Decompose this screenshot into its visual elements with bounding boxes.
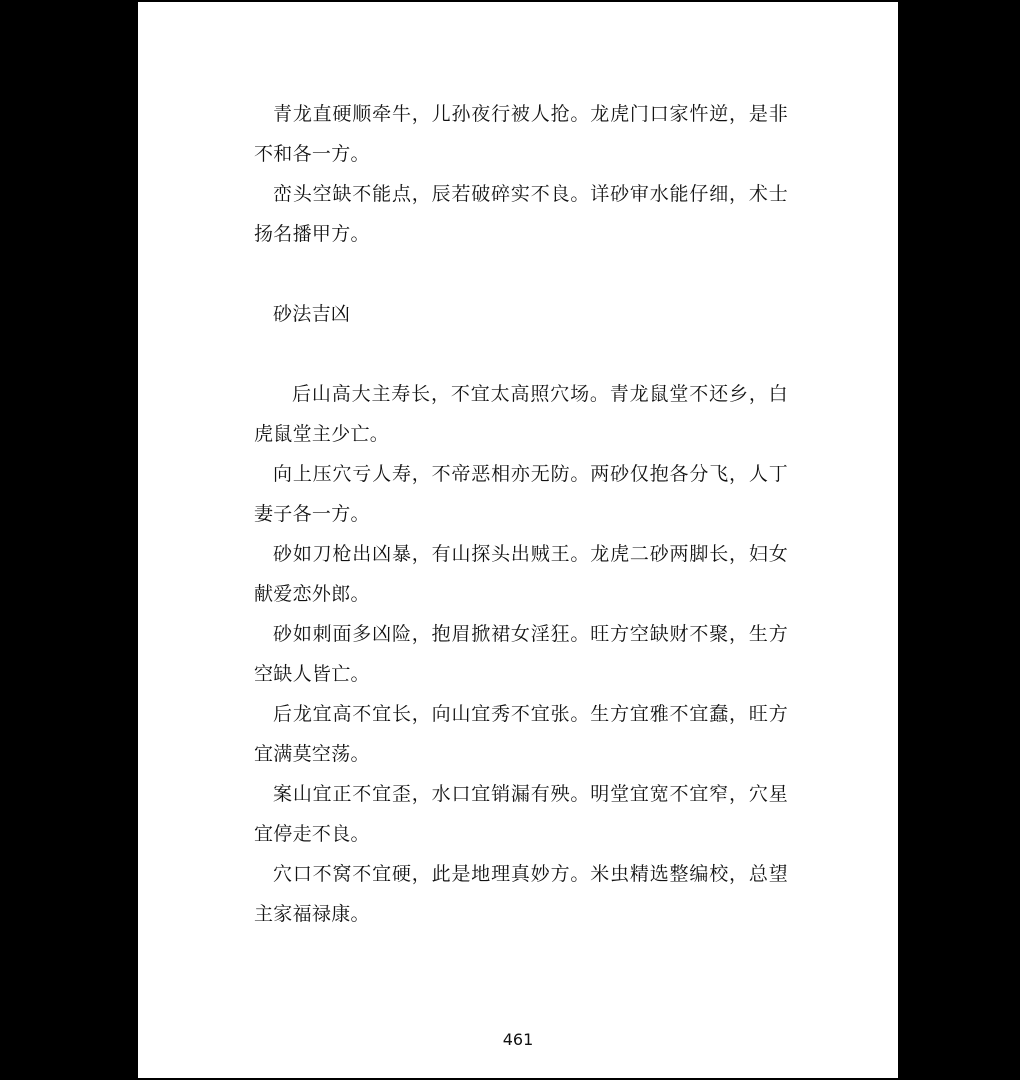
paragraph: 砂如刺面多凶险，抱眉掀裙女淫狂。旺方空缺财不聚，生方空缺人皆亡。 — [254, 623, 788, 685]
paragraph: 峦头空缺不能点，辰若破碎实不良。详砂审水能仔细，术士扬名播甲方。 — [254, 183, 788, 245]
paragraph: 砂如刀枪出凶暴，有山探头出贼王。龙虎二砂两脚长，妇女献爱恋外郎。 — [254, 543, 788, 605]
paragraph: 穴口不窝不宜硬，此是地理真妙方。米虫精选整编校，总望主家福禄康。 — [254, 863, 788, 925]
paragraph: 青龙直硬顺牵牛，儿孙夜行被人抢。龙虎门口家忤逆，是非不和各一方。 — [254, 103, 788, 165]
document-page — [138, 2, 898, 1078]
page-number: 461 — [502, 1030, 534, 1049]
paragraph: 向上压穴亏人寿，不帝恶相亦无防。两砂仅抱各分飞，人丁妻子各一方。 — [254, 463, 788, 525]
paragraph: 后龙宜高不宜长，向山宜秀不宜张。生方宜雅不宜蠢，旺方宜满莫空荡。 — [254, 703, 788, 765]
paragraph: 案山宜正不宜歪，水口宜销漏有殃。明堂宜宽不宜窄，穴星宜停走不良。 — [254, 783, 788, 845]
paragraph: 后山高大主寿长，不宜太高照穴场。青龙鼠堂不还乡，白虎鼠堂主少亡。 — [254, 383, 788, 445]
section-heading: 砂法吉凶 — [273, 303, 351, 325]
page-body — [254, 94, 788, 934]
